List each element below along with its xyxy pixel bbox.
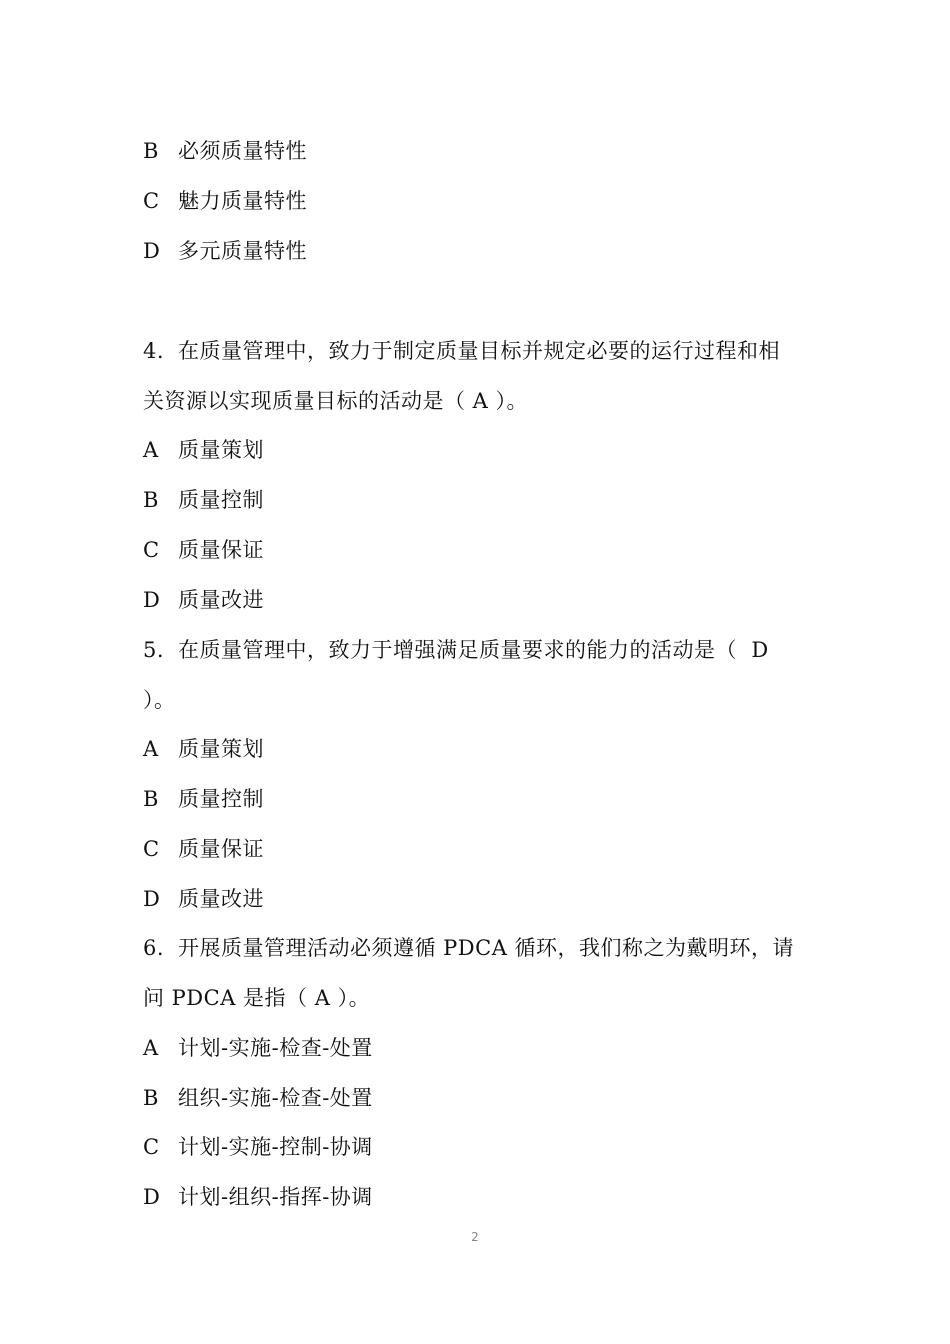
option-text: 质量控制 (178, 787, 264, 811)
page-number: 2 (471, 1230, 479, 1244)
option-text: 质量策划 (178, 737, 264, 761)
option-text: 必须质量特性 (178, 139, 307, 163)
option-letter: D (143, 588, 161, 612)
q4-option-a (143, 435, 813, 465)
option-letter: C (143, 837, 160, 861)
option-letter: C (143, 189, 160, 213)
q4-option-d (143, 585, 813, 615)
q4-stem-line-2: 关资源以实现质量目标的活动是（ A ）。 (143, 389, 529, 413)
option-letter: A (143, 438, 159, 462)
question-number: 4. (143, 339, 165, 363)
q6-option-a (143, 1033, 813, 1063)
option-text: 质量策划 (178, 438, 264, 462)
q6-option-d (143, 1182, 813, 1212)
option-letter: A (143, 1036, 159, 1060)
option-text: 计划-组织-指挥-协调 (178, 1185, 373, 1209)
option-letter: C (143, 538, 160, 562)
option-text: 计划-实施-检查-处置 (178, 1036, 373, 1060)
q5-option-c (143, 834, 813, 864)
question-text: 开展质量管理活动必须遵循 PDCA 循环，我们称之为戴明环，请 (178, 936, 795, 960)
q6-stem-line-1 (143, 933, 813, 963)
q6-option-b (143, 1083, 813, 1113)
option-text: 质量保证 (178, 837, 264, 861)
q3-option-c (143, 186, 813, 216)
q4-option-c (143, 535, 813, 565)
option-letter: D (143, 239, 161, 263)
option-letter: B (143, 139, 159, 163)
question-number: 5. (143, 638, 165, 662)
q6-option-c (143, 1132, 813, 1162)
q5-stem-line-2: ）。 (143, 688, 176, 712)
option-letter: B (143, 488, 159, 512)
q4-option-b (143, 485, 813, 515)
q5-option-a (143, 734, 813, 764)
q5-stem-line-1 (143, 635, 813, 665)
option-text: 质量控制 (178, 488, 264, 512)
option-letter: A (143, 737, 159, 761)
option-text: 质量保证 (178, 538, 264, 562)
question-text: 在质量管理中，致力于增强满足质量要求的能力的活动是（ D (178, 638, 769, 662)
q5-option-d (143, 884, 813, 914)
option-text: 质量改进 (178, 588, 264, 612)
question-number: 6. (143, 936, 165, 960)
option-text: 计划-实施-控制-协调 (178, 1135, 373, 1159)
q3-option-d (143, 236, 813, 266)
option-text: 组织-实施-检查-处置 (178, 1086, 373, 1110)
option-letter: B (143, 787, 159, 811)
option-letter: C (143, 1135, 160, 1159)
question-text: 在质量管理中，致力于制定质量目标并规定必要的运行过程和相 (178, 339, 780, 363)
option-text: 多元质量特性 (178, 239, 307, 263)
q6-stem-line-2: 问 PDCA 是指（ A ）。 (143, 986, 371, 1010)
q4-stem-line-1 (143, 336, 813, 366)
option-text: 质量改进 (178, 887, 264, 911)
option-letter: B (143, 1086, 159, 1110)
option-text: 魅力质量特性 (178, 189, 307, 213)
q5-option-b (143, 784, 813, 814)
option-letter: D (143, 1185, 161, 1209)
q3-option-b (143, 136, 813, 166)
option-letter: D (143, 887, 161, 911)
